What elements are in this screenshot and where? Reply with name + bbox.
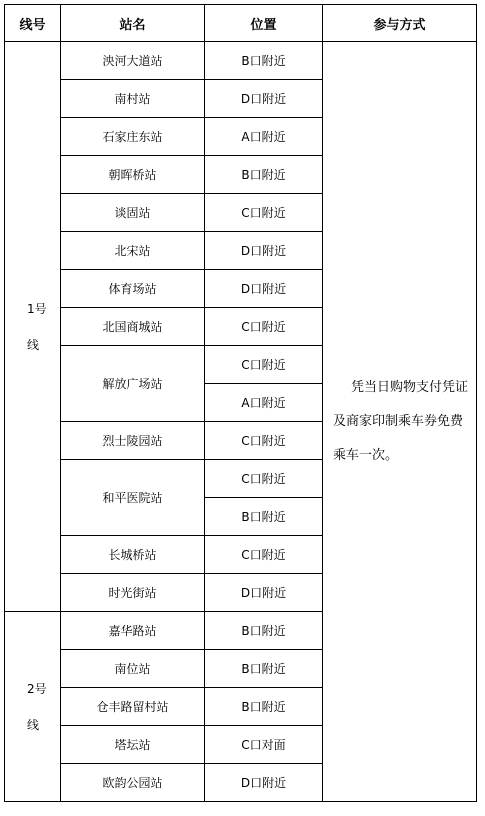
line-2-cell xyxy=(5,612,61,802)
line-2-label-top: 2号 xyxy=(27,681,47,696)
table-row xyxy=(5,42,477,80)
position-cell: A口附近 xyxy=(205,118,323,156)
position-cell: C口附近 xyxy=(205,422,323,460)
station-cell: 北宋站 xyxy=(61,232,205,270)
station-table xyxy=(4,4,477,802)
station-cell: 南村站 xyxy=(61,80,205,118)
position-cell: D口附近 xyxy=(205,232,323,270)
participation-cell xyxy=(323,42,477,802)
station-cell: 仓丰路留村站 xyxy=(61,688,205,726)
header-line-number: 线号 xyxy=(5,5,61,42)
station-cell: 嘉华路站 xyxy=(61,612,205,650)
position-cell: C口附近 xyxy=(205,536,323,574)
station-cell: 体育场站 xyxy=(61,270,205,308)
station-cell: 烈士陵园站 xyxy=(61,422,205,460)
station-cell: 泱河大道站 xyxy=(61,42,205,80)
line-1-cell xyxy=(5,42,61,612)
station-cell: 石家庄东站 xyxy=(61,118,205,156)
participation-text: 凭当日购物支付凭证及商家印制乘车券免费乘车一次。 xyxy=(333,379,469,463)
position-cell: D口附近 xyxy=(205,764,323,802)
position-cell: B口附近 xyxy=(205,42,323,80)
station-cell: 欧韵公园站 xyxy=(61,764,205,802)
position-cell: B口附近 xyxy=(205,612,323,650)
header-station-name: 站名 xyxy=(61,5,205,42)
station-cell: 北国商城站 xyxy=(61,308,205,346)
position-cell: A口附近 xyxy=(205,384,323,422)
position-cell: C口附近 xyxy=(205,194,323,232)
station-cell: 南位站 xyxy=(61,650,205,688)
station-cell: 谈固站 xyxy=(61,194,205,232)
station-cell: 解放广场站 xyxy=(61,346,205,422)
position-cell: C口对面 xyxy=(205,726,323,764)
position-cell: D口附近 xyxy=(205,80,323,118)
position-cell: C口附近 xyxy=(205,308,323,346)
table-header-row xyxy=(5,5,477,42)
position-cell: D口附近 xyxy=(205,574,323,612)
station-cell: 朝晖桥站 xyxy=(61,156,205,194)
position-cell: B口附近 xyxy=(205,156,323,194)
position-cell: D口附近 xyxy=(205,270,323,308)
position-cell: C口附近 xyxy=(205,346,323,384)
station-cell: 时光街站 xyxy=(61,574,205,612)
station-cell: 长城桥站 xyxy=(61,536,205,574)
position-cell: B口附近 xyxy=(205,650,323,688)
line-1-label-top: 1号 xyxy=(27,301,47,316)
station-cell: 和平医院站 xyxy=(61,460,205,536)
line-2-label-bottom: 线 xyxy=(27,717,40,732)
position-cell: B口附近 xyxy=(205,688,323,726)
position-cell: C口附近 xyxy=(205,460,323,498)
header-participation: 参与方式 xyxy=(323,5,477,42)
line-1-label-bottom: 线 xyxy=(27,337,40,352)
position-cell: B口附近 xyxy=(205,498,323,536)
station-cell: 塔坛站 xyxy=(61,726,205,764)
header-position: 位置 xyxy=(205,5,323,42)
